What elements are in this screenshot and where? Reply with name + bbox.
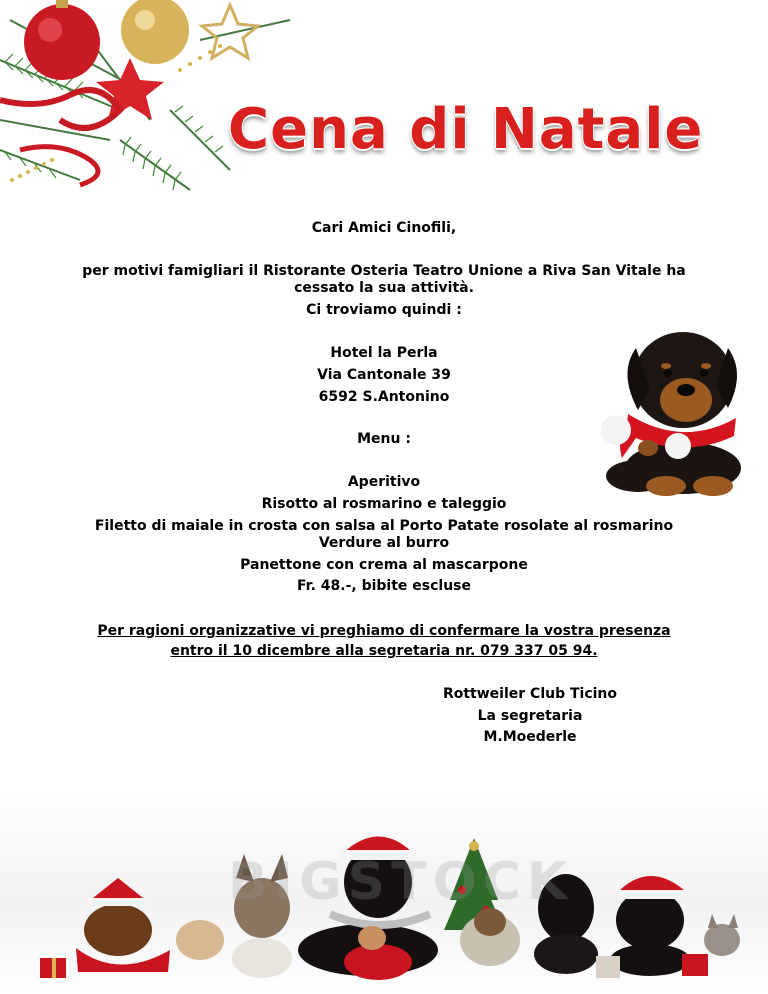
stock-watermark: BIGSTOCK (228, 852, 574, 912)
rsvp-notice-line-1: Per ragioni organizzative vi preghiamo di confermare la vostra presenza (97, 623, 671, 639)
menu-item: Aperitivo (347, 474, 421, 490)
menu-item: Risotto al rosmarino e taleggio (261, 496, 507, 512)
signature-club: Rottweiler Club Ticino (442, 686, 618, 702)
intro-line-2: cessato la sua attività. (294, 280, 474, 296)
menu-item: Verdure al burro (318, 535, 450, 551)
menu-item: Panettone con crema al mascarpone (240, 557, 528, 573)
signature-role: La segretaria (477, 708, 583, 724)
intro-line-1: per motivi famigliari il Ristorante Osteria Teatro Unione a Riva San Vitale ha (82, 263, 686, 279)
rottweiler-puppy-image (588, 318, 743, 500)
venue-city: 6592 S.Antonino (318, 389, 450, 405)
venue-street: Via Cantonale 39 (317, 367, 451, 383)
intro-line-3: Ci troviamo quindi : (306, 302, 462, 318)
price-note: Fr. 48.-, bibite escluse (297, 578, 471, 594)
venue-name: Hotel la Perla (330, 345, 438, 361)
menu-heading: Menu : (357, 431, 411, 447)
rsvp-notice-line-2: entro il 10 dicembre alla segretaria nr. 079 337 05 94. (170, 643, 598, 659)
greeting: Cari Amici Cinofili, (311, 220, 457, 236)
menu-item: Filetto di maiale in crosta con salsa al Porto Patate rosolate al rosmarino (94, 518, 674, 534)
page-title: Cena di Natale (228, 97, 704, 162)
signature-name: M.Moederle (483, 729, 577, 745)
